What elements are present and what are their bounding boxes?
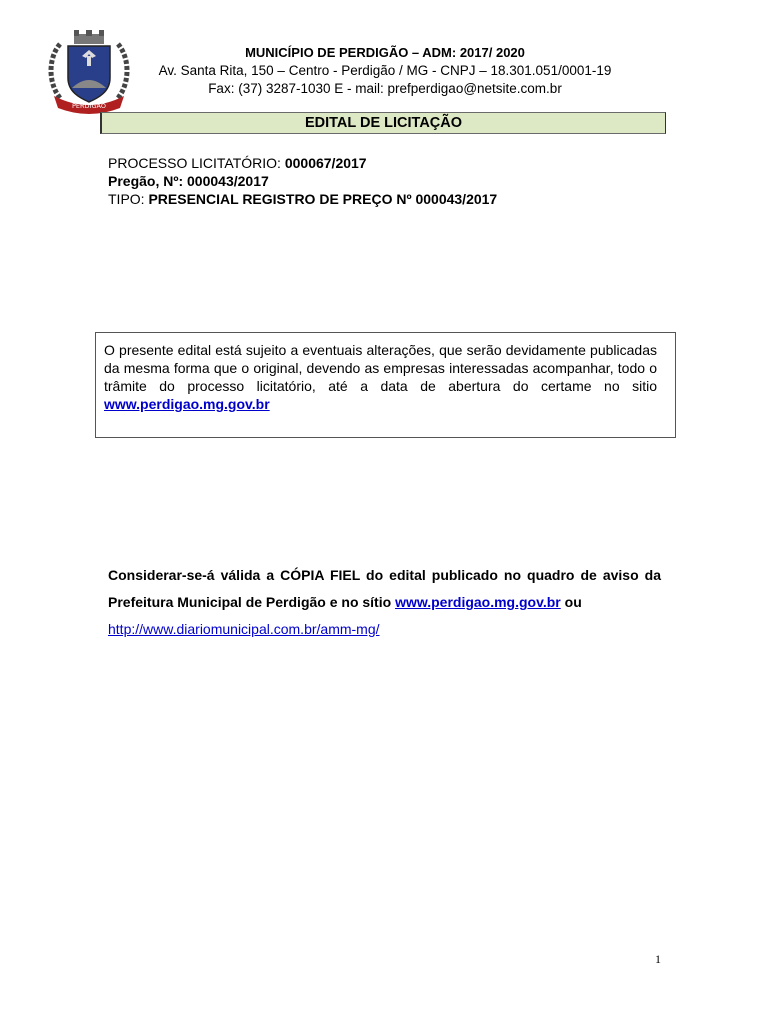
document-title: EDITAL DE LICITAÇÃO bbox=[100, 112, 666, 134]
process-number: 000067/2017 bbox=[284, 155, 367, 171]
page-number: 1 bbox=[655, 952, 661, 966]
process-number-line bbox=[108, 154, 497, 172]
logo-ribbon-text: PERDIGÃO bbox=[72, 102, 106, 110]
municipality-title: MUNICÍPIO DE PERDIGÃO – ADM: 2017/ 2020 bbox=[245, 45, 525, 60]
notice-box bbox=[95, 332, 676, 438]
notice-website-link[interactable]: www.perdigao.mg.gov.br bbox=[104, 396, 270, 412]
notice-text: O presente edital está sujeito a eventuais alterações, que serão devidamente publicadas da mesma forma que o original, devendo as empresas interessadas acompanhar, todo o trâmite do processo licitatório, até a data de abertura do certame no sitio bbox=[104, 342, 657, 394]
municipality-address: Av. Santa Rita, 150 – Centro - Perdigão / MG - CNPJ – 18.301.051/0001-19 bbox=[158, 63, 612, 78]
process-info bbox=[108, 154, 497, 208]
municipality-contact: Fax: (37) 3287-1030 E - mail: prefperdigao@netsite.com.br bbox=[208, 81, 562, 96]
process-label: PROCESSO LICITATÓRIO: bbox=[108, 155, 285, 171]
validity-conjunction: ou bbox=[560, 594, 582, 610]
municipal-coat-of-arms bbox=[46, 28, 132, 114]
validity-statement bbox=[108, 562, 661, 643]
letterhead bbox=[130, 44, 640, 98]
tipo-label: TIPO: bbox=[108, 191, 149, 207]
pregao-line bbox=[108, 172, 497, 190]
diario-municipal-link[interactable]: http://www.diariomunicipal.com.br/amm-mg/ bbox=[108, 621, 380, 637]
tipo-value: PRESENCIAL REGISTRO DE PREÇO Nº 000043/2017 bbox=[148, 191, 498, 207]
validity-text: Considerar-se-á válida a CÓPIA FIEL do edital publicado no quadro de aviso da Prefeitura Municipal de Perdigão e no sítio bbox=[108, 567, 661, 610]
validity-website-link[interactable]: www.perdigao.mg.gov.br bbox=[395, 594, 561, 610]
tipo-line bbox=[108, 190, 497, 208]
pregao-number: Pregão, Nº: 000043/2017 bbox=[108, 173, 269, 189]
